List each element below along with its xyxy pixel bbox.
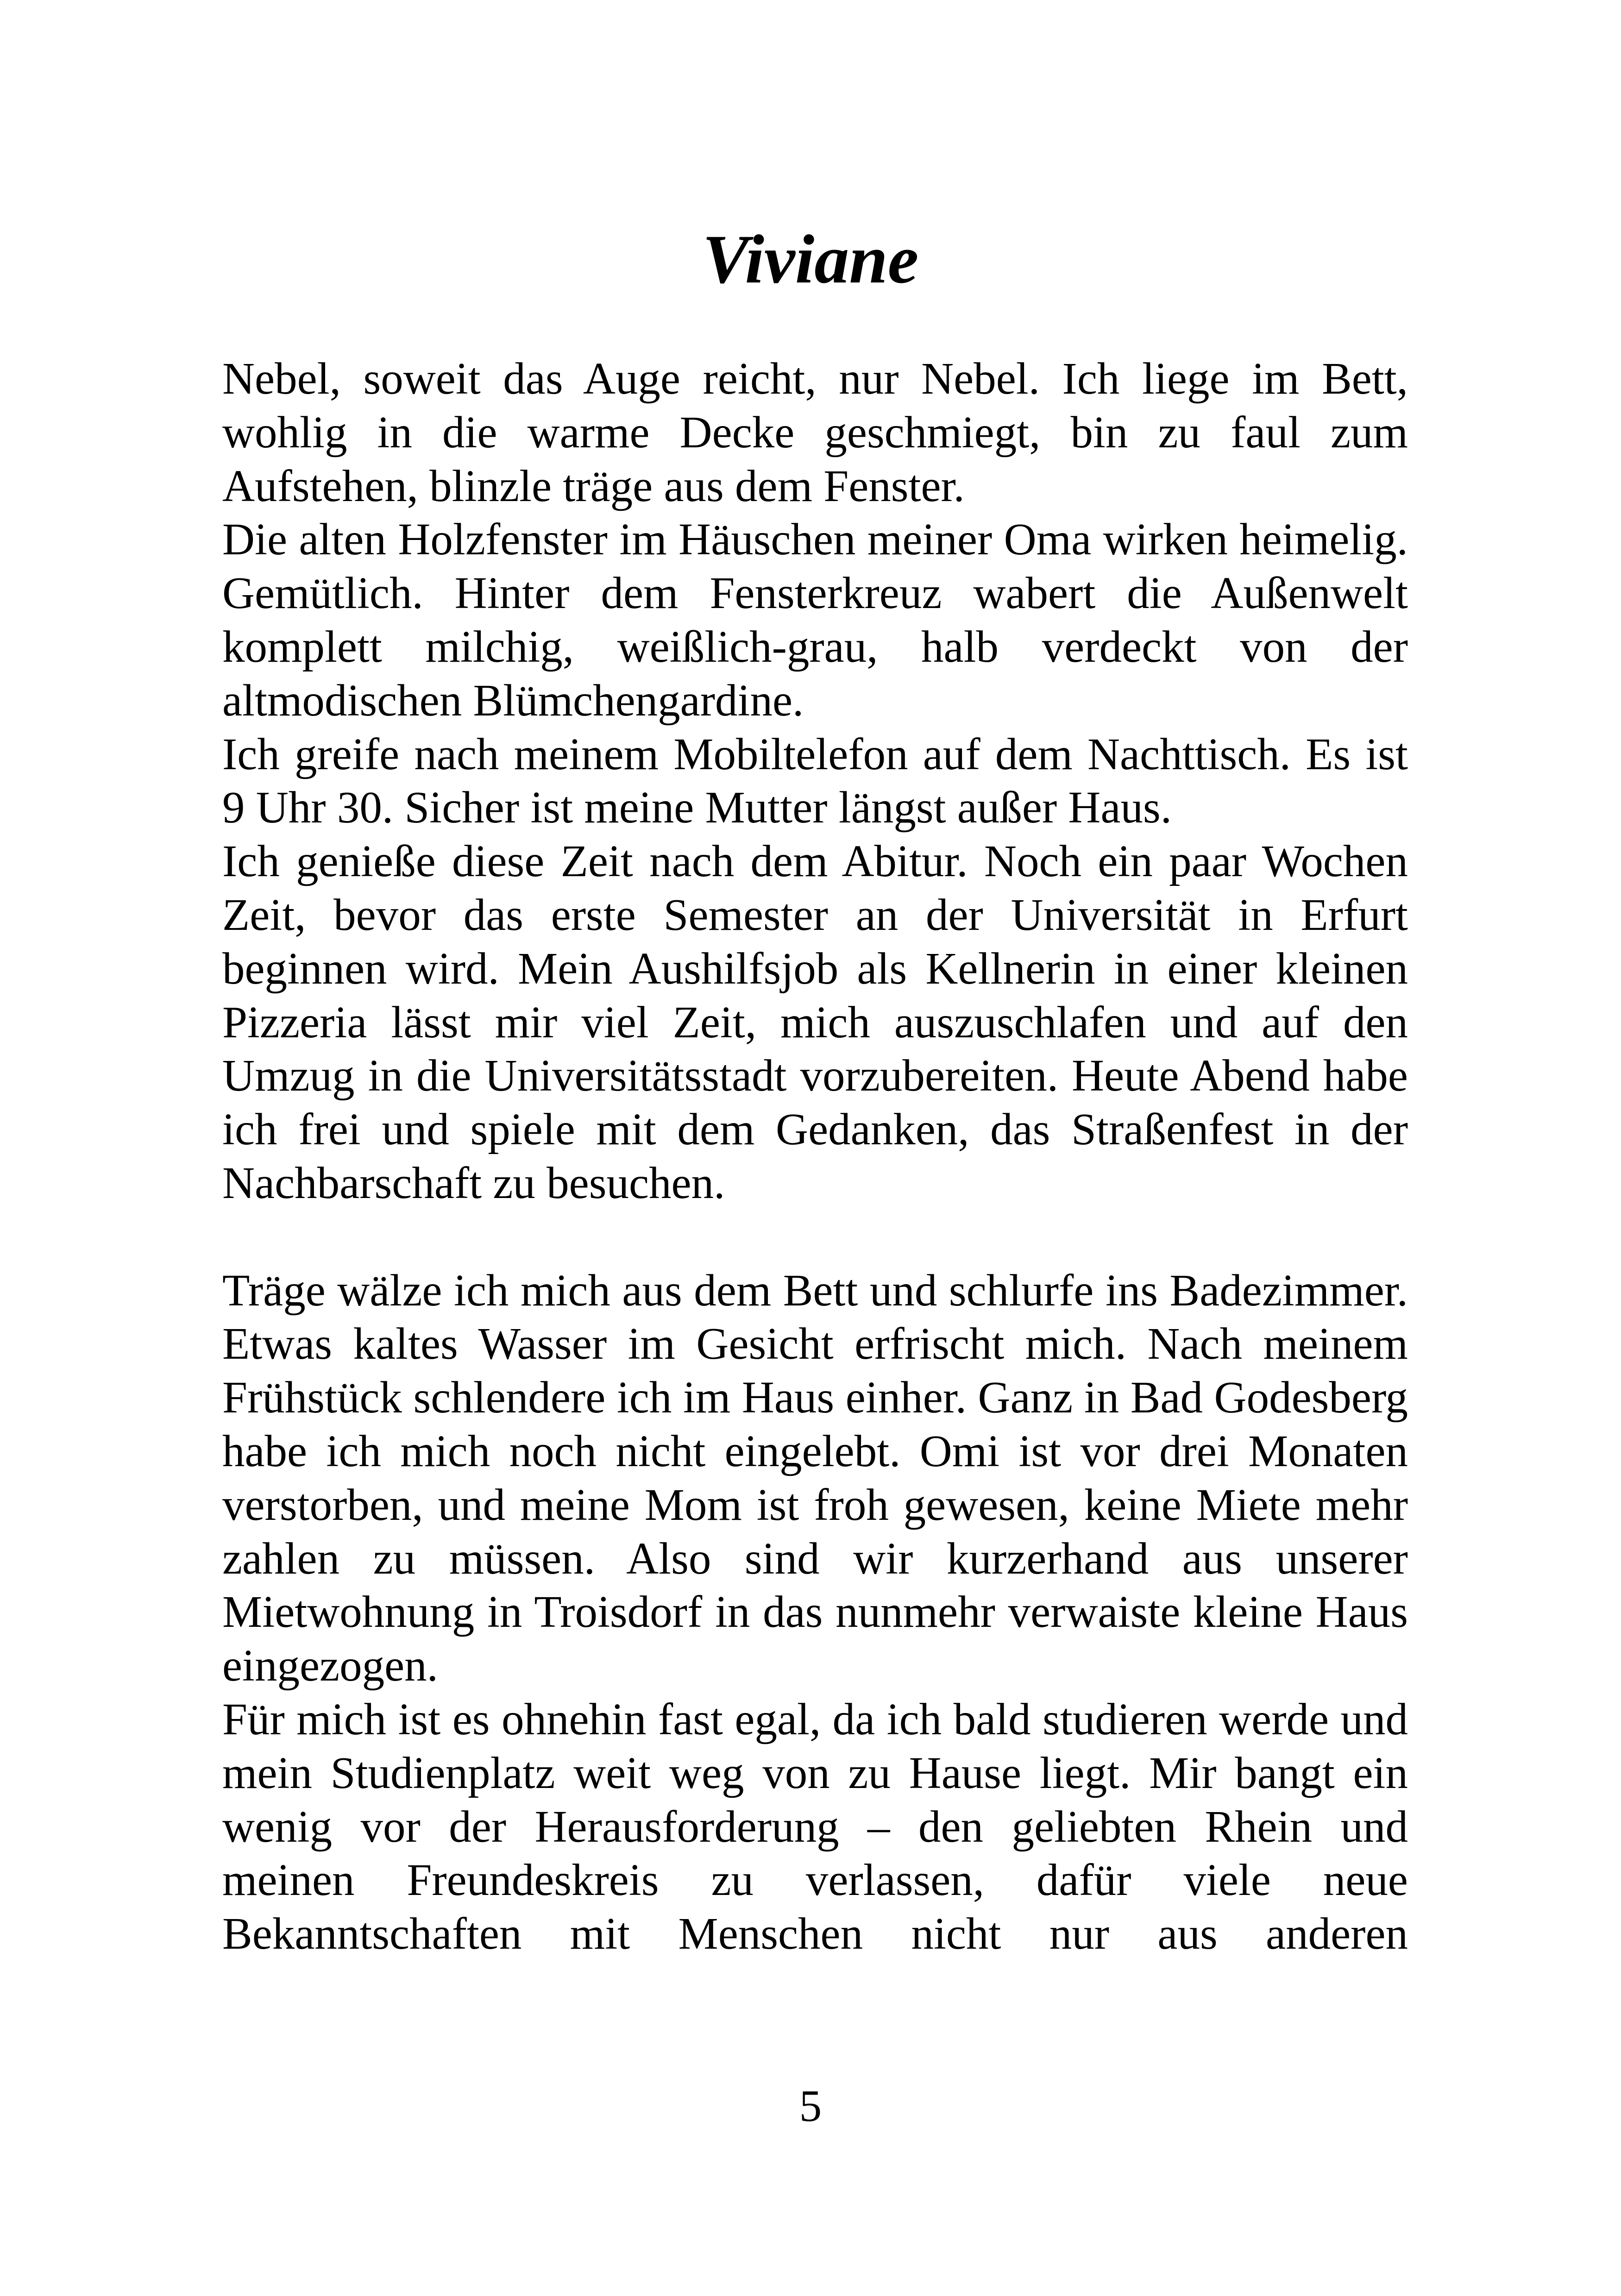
paragraph-6: Für mich ist es ohnehin fast egal, da ich bald studieren werde und mein Studienplatz weit weg von zu Hause liegt. Mir bangt ein wenig vor der Herausforderung – den geliebten Rhein und meinen Freundeskreis zu verlassen, dafür viele neue Bekanntschaften mit Menschen nicht nur aus anderen: [222, 1694, 1408, 1959]
chapter-title: Viviane: [702, 221, 919, 298]
paragraph-5: Träge wälze ich mich aus dem Bett und schlurfe ins Badezimmer. Etwas kaltes Wasser im Gesicht erfrischt mich. Nach meinem Frühstück schlendere ich im Haus einher. Ganz in Bad Godesberg habe ich mich noch nicht eingelebt. Omi ist vor drei Monaten verstorben, und meine Mom ist froh gewesen, keine Miete mehr zahlen zu müssen. Also sind wir kurzerhand aus unserer Mietwohnung in Troisdorf in das nunmehr verwaiste kleine Haus eingezogen.: [222, 1265, 1408, 1691]
paragraph-gap: [222, 1210, 1408, 1264]
paragraph-4: Ich genieße diese Zeit nach dem Abitur. Noch ein paar Wochen Zeit, bevor das erste Semester an der Universität in Erfurt beginnen wird. Mein Aushilfsjob als Kellnerin in einer kleinen Pizzeria lässt mir viel Zeit, mich auszuschlafen und auf den Umzug in die Universitätsstadt vorzubereiten. Heute Abend habe ich frei und spiele mit dem Gedanken, das Straßenfest in der Nachbarschaft zu besuchen.: [222, 836, 1408, 1208]
page-number: 5: [799, 2081, 822, 2131]
paragraph-1: Nebel, soweit das Auge reicht, nur Nebel. Ich liege im Bett, wohlig in die warme Decke geschmiegt, bin zu faul zum Aufstehen, blinzle träge aus dem Fenster.: [222, 354, 1408, 511]
paragraph-2: Die alten Holzfenster im Häuschen meiner Oma wirken heimelig. Gemütlich. Hinter dem Fensterkreuz wabert die Außenwelt komplett milchig, weißlich-grau, halb verdeckt von der altmodischen Blümchengardine.: [222, 514, 1408, 725]
paragraph-3: Ich greife nach meinem Mobiltelefon auf dem Nachttisch. Es ist 9 Uhr 30. Sicher ist meine Mutter längst außer Haus.: [222, 729, 1408, 833]
body-text: [222, 352, 1408, 1961]
